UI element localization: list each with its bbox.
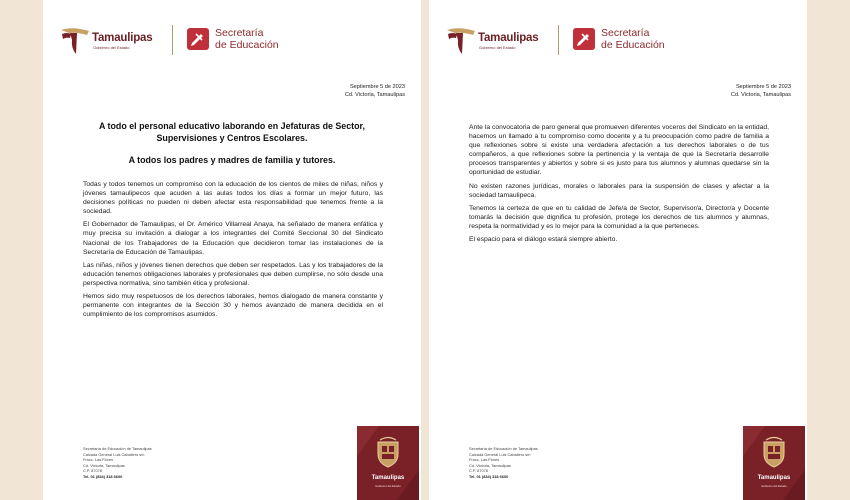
address-line: Secretaría de Educación de Tamaulipas: [469, 446, 538, 451]
addressee-heading: A todo el personal educativo laborando en Jefaturas de Sector, Supervisiones y Centros Escolares.: [99, 121, 365, 143]
footer-address: [469, 446, 538, 480]
paragraph: No existen razones jurídicas, morales o laborales para la suspensión de clases y afectar a la sociedad tamaulipeca.: [469, 182, 769, 199]
paragraph: Las niñas, niños y jóvenes tienen derechos que deben ser respetados. Las y los trabajadores de la educación tenemos obligaciones laborales y profesionales que deben cumplirse, no sólo desde una perspectiva normativa, sino también ética y profesional.: [83, 261, 383, 287]
phone-line: Tel. 01 (834) 318 6600: [83, 473, 123, 479]
place-line: Cd. Victoria, Tamaulipas: [344, 91, 405, 98]
secretaria-logo: [573, 27, 693, 55]
letter-date: [345, 84, 405, 100]
date-line: Septiembre 5 de 2023: [349, 84, 405, 90]
address-line: Calzada General Luis Caballero s/n: [83, 451, 145, 457]
date-line: Septiembre 5 de 2023: [735, 84, 791, 90]
brand-subtitle: Gobierno del Estado: [93, 45, 130, 50]
seal-name: Tamaulipas: [371, 475, 405, 481]
pencil-badge-icon: [187, 28, 209, 50]
secretaria-logo: [187, 27, 307, 55]
tamaulipas-t-logo-icon: [445, 24, 477, 56]
letter-body: [469, 123, 769, 248]
address-line: C.P. 87078: [469, 468, 488, 474]
letter-page-1: [43, 0, 421, 500]
seal-tagline: Gobierno del Estado: [761, 484, 787, 488]
coat-of-arms-icon: [760, 436, 788, 468]
letter-body: [83, 180, 383, 323]
paragraph: Ante la convocatoria de paro general que promueven diferentes voceros del Sindicato en la entidad, hacemos un llamado a tu compromiso como docente y a tu preocupación como padre de familia a que reflexiones sobre si existe una verdadera afectación a tus derechos laborales o de tus compañeros, a que reflexiones sobre la pertinencia y la ventaja de que la Secretaría desarrolle procesos transparentes y abiertos y sobre si es justo para tus alumnos y alumnas quedarse sin la oportunidad de estudiar.: [469, 124, 769, 177]
address-line: Secretaría de Educación de Tamaulipas: [83, 446, 152, 451]
paragraph: El Gobernador de Tamaulipas, el Dr. Américo Villarreal Anaya, ha señalado de manera enfática y muy precisa su invitación a dialogar a los integrantes del Comité Seccional 30 del Sindicato Nacional de los Trabajadores de la Educación que decidieron tomar las instalaciones de la Secretaría de Educación de Tamaulipas.: [83, 221, 383, 256]
parents-heading: A todos los padres y madres de familia y tutores.: [128, 155, 336, 165]
paragraph: Tenemos la certeza de que en tu calidad de Jefe/a de Sector, Supervisor/a, Director/a y Docente tomarás la decisión que dignifica tu profesión, protege los derechos de tus alumnos y alumnas, respeta la normatividad y es lo mejor para la comunidad a la que perteneces.: [469, 204, 769, 230]
address-line: Calzada General Luis Caballero s/n: [469, 451, 531, 457]
paragraph: El espacio para el diálogo estará siempre abierto.: [469, 236, 618, 244]
logo-divider: [172, 25, 173, 55]
secretaria-line-1: Secretaría: [601, 27, 650, 39]
tamaulipas-t-logo-icon: [59, 24, 91, 56]
secretaria-line-1: Secretaría: [215, 27, 264, 39]
brand-name: Tamaulipas: [92, 32, 153, 44]
footer-address: [83, 446, 152, 480]
letter-date: [731, 84, 791, 100]
logo-divider: [558, 25, 559, 55]
brand-name: Tamaulipas: [478, 32, 539, 44]
seal-name: Tamaulipas: [757, 475, 791, 481]
letter-page-2: [429, 0, 807, 500]
secretaria-line-2: de Educación: [215, 39, 279, 51]
brand-subtitle: Gobierno del Estado: [479, 45, 516, 50]
state-seal: [743, 426, 805, 500]
paragraph: Todas y todos tenemos un compromiso con la educación de los cientos de miles de niñas, niños y jóvenes tamaulipecos que acuden a las aulas todos los días a formar un mejor futuro, las decisiones políticas no pueden ni deben afectar esta responsabilidad que tenemos frente a la sociedad.: [83, 181, 383, 216]
place-line: Cd. Victoria, Tamaulipas: [730, 91, 791, 98]
address-line: Fracc. Las Flores: [469, 457, 500, 463]
address-line: Fracc. Las Flores: [83, 457, 114, 463]
address-line: Cd. Victoria, Tamaulipas: [83, 462, 125, 468]
phone-line: Tel. 01 (834) 318 6600: [469, 473, 509, 479]
coat-of-arms-icon: [374, 436, 402, 468]
tamaulipas-logo: [445, 24, 550, 56]
secretaria-line-2: de Educación: [601, 39, 665, 51]
paragraph: Hemos sido muy respetuosos de los derechos laborales, hemos dialogado de manera constante y permanente con integrantes de la Sección 30 y hemos avanzado de manera decidida en el cumplimiento de los compromisos asumidos.: [83, 293, 383, 319]
state-seal: [357, 426, 419, 500]
pencil-badge-icon: [573, 28, 595, 50]
tamaulipas-logo: [59, 24, 164, 56]
address-line: Cd. Victoria, Tamaulipas: [469, 462, 511, 468]
address-line: C.P. 87078: [83, 468, 102, 474]
seal-tagline: Gobierno del Estado: [375, 484, 401, 488]
